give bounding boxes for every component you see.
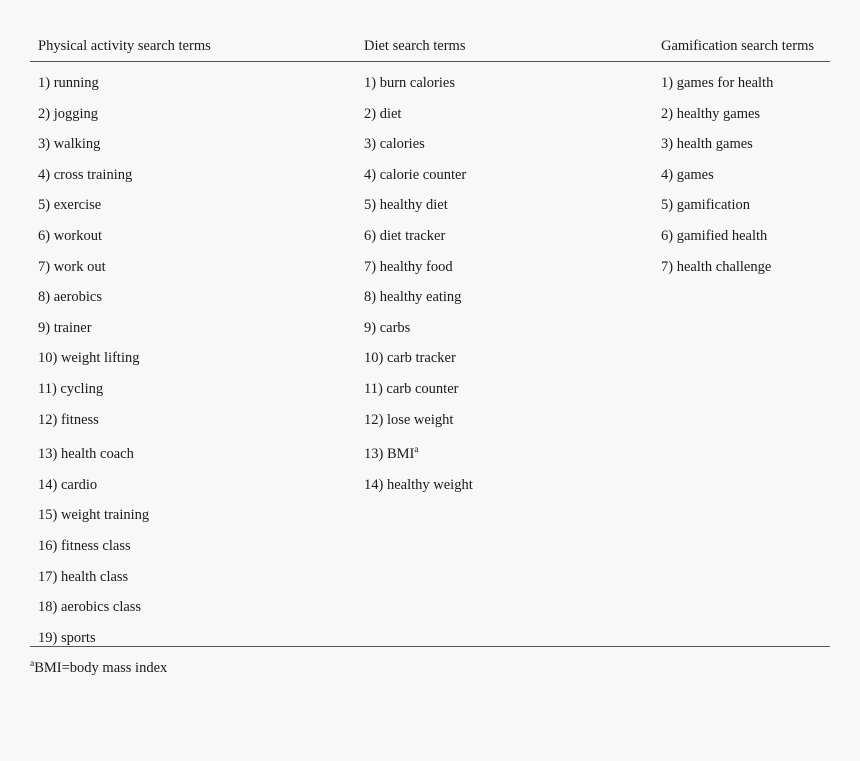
table-cell: 10) carb tracker — [364, 350, 456, 367]
table-cell: 12) fitness — [38, 411, 99, 428]
table-cell: 7) work out — [38, 258, 106, 275]
table-cell: 7) healthy food — [364, 258, 453, 275]
table-cell: 11) cycling — [38, 380, 104, 397]
header-diet: Diet search terms — [364, 38, 466, 54]
table-cell: 11) carb counter — [364, 380, 459, 397]
table-cell: 19) sports — [38, 629, 96, 646]
table-cell: 13) health coach — [38, 446, 134, 463]
table-cell: 9) trainer — [38, 319, 92, 336]
table-cell: 2) diet — [364, 105, 402, 122]
table-cell: 4) cross training — [38, 166, 133, 183]
table-cell: 8) healthy eating — [364, 289, 462, 306]
table-cell: 4) games — [661, 166, 714, 183]
table-cell: 18) aerobics class — [38, 599, 142, 616]
table-cell: 6) diet tracker — [364, 227, 446, 244]
table-cell: 3) health games — [661, 136, 753, 153]
table-cell: 4) calorie counter — [364, 166, 467, 183]
bmi-superscript: a — [414, 445, 419, 456]
table-cell: 6) gamified health — [661, 227, 768, 244]
table-cell: 5) gamification — [661, 197, 750, 214]
table-cell: 16) fitness class — [38, 537, 131, 554]
table-cell: 7) health challenge — [661, 258, 772, 275]
physical-activity-column — [38, 68, 149, 653]
table-cell: 2) healthy games — [661, 105, 761, 122]
table-footnote — [30, 660, 167, 677]
table-cell: 5) exercise — [38, 197, 102, 214]
table-cell: 12) lose weight — [364, 411, 454, 428]
table-cell: 8) aerobics — [38, 289, 103, 306]
footnote-marker: a — [30, 659, 35, 669]
table-cell: 3) walking — [38, 136, 101, 153]
table-cell: 6) workout — [38, 227, 103, 244]
footnote-text: BMI=body mass index — [34, 660, 168, 676]
table-cell: 1) running — [38, 75, 99, 91]
table-cell: 17) health class — [38, 568, 129, 585]
header-gamification: Gamification search terms — [661, 38, 814, 54]
diet-column — [364, 68, 473, 500]
table-cell: 9) carbs — [364, 319, 411, 336]
table-cell: 15) weight training — [38, 507, 150, 524]
table-header-row — [30, 30, 830, 62]
table-cell: 1) games for health — [661, 75, 774, 91]
search-terms-table — [30, 30, 830, 647]
table-cell: 3) calories — [364, 136, 425, 153]
table-body — [30, 62, 830, 647]
table-cell: 14) cardio — [38, 476, 98, 493]
gamification-column — [661, 68, 773, 282]
table-cell: 1) burn calories — [364, 75, 455, 91]
table-cell: 13) BMI$^a$ — [364, 445, 419, 463]
table-cell: 10) weight lifting — [38, 350, 140, 367]
table-cell: 14) healthy weight — [364, 476, 473, 493]
table-cell: 2) jogging — [38, 105, 99, 122]
header-physical-activity: Physical activity search terms — [38, 38, 211, 54]
table-cell: 5) healthy diet — [364, 197, 448, 214]
